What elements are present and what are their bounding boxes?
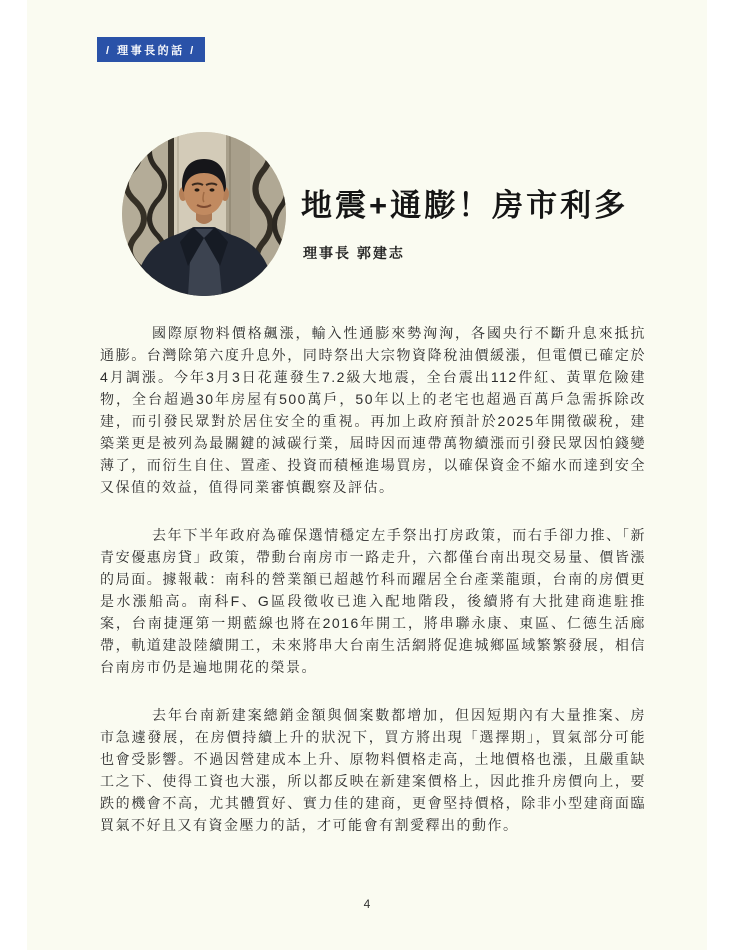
paragraph-2: 去年下半年政府為確保選情穩定左手祭出打房政策，而右手卻力推、「新青安優惠房貸」政策，帶動台南房市一路走升，六都僅台南出現交易量、價皆漲的局面。據報載：南科的營業額已超越竹科而躍居全台產業龍頭，台南的房價更是水漲船高。南科F、G區段徵收已進入配地階段，後續將有大批建商進駐推案，台南捷運第一期藍線也將在2016年開工，將串聯永康、東區、仁德生活廊帶，軌道建設陸續開工，未來將串大台南生活網將促進城鄉區域繁繁發展，相信台南房市仍是遍地開花的榮景。: [100, 527, 646, 675]
page-number: 4: [363, 897, 371, 911]
chairman-portrait-photo: [122, 132, 286, 296]
magazine-page: [27, 0, 707, 950]
article-body: [100, 322, 646, 862]
section-badge: / 理事長的話 /: [97, 37, 205, 62]
paragraph-1: 國際原物料價格飆漲，輸入性通膨來勢洶洶，各國央行不斷升息來抵抗通膨。台灣除第六度升息外，同時祭出大宗物資降稅油價緩漲，但電價已確定於4月調漲。今年3月3日花蓮發生7.2級大地震，全台震出112件紅、黃單危險建物，全台超過30年房屋有500萬戶，50年以上的老宅也超過百萬戶急需拆除改建，而引發民眾對於居住安全的重視。再加上政府預計於2025年開徵碳稅，建築業更是被列為最關鍵的減碳行業，屆時因而連帶萬物續漲而引發民眾因怕錢變薄了，而衍生自住、置產、投資而積極進場買房，以確保資金不縮水而達到安全又保值的效益，值得同業審慎觀察及評估。: [100, 325, 646, 495]
paragraph-3: 去年台南新建案總銷金額與個案數都增加，但因短期內有大量推案、房市急遽發展，在房價持續上升的狀況下，買方將出現「選擇期」，買氣部分可能也會受影響。不過因營建成本上升、原物料價格走高，土地價格也漲，且嚴重缺工之下、使得工資也大漲，所以都反映在新建案價格上，因此推升房價向上，要跌的機會不高，尤其體質好、實力佳的建商，更會堅持價格，除非小型建商面臨買氣不好且又有資金壓力的話，才可能會有割愛釋出的動作。: [100, 707, 646, 833]
article-title: 地震+通膨！房市利多: [301, 188, 629, 223]
portrait-illustration: [122, 132, 286, 296]
article-author: 理事長 郭建志: [303, 245, 405, 261]
